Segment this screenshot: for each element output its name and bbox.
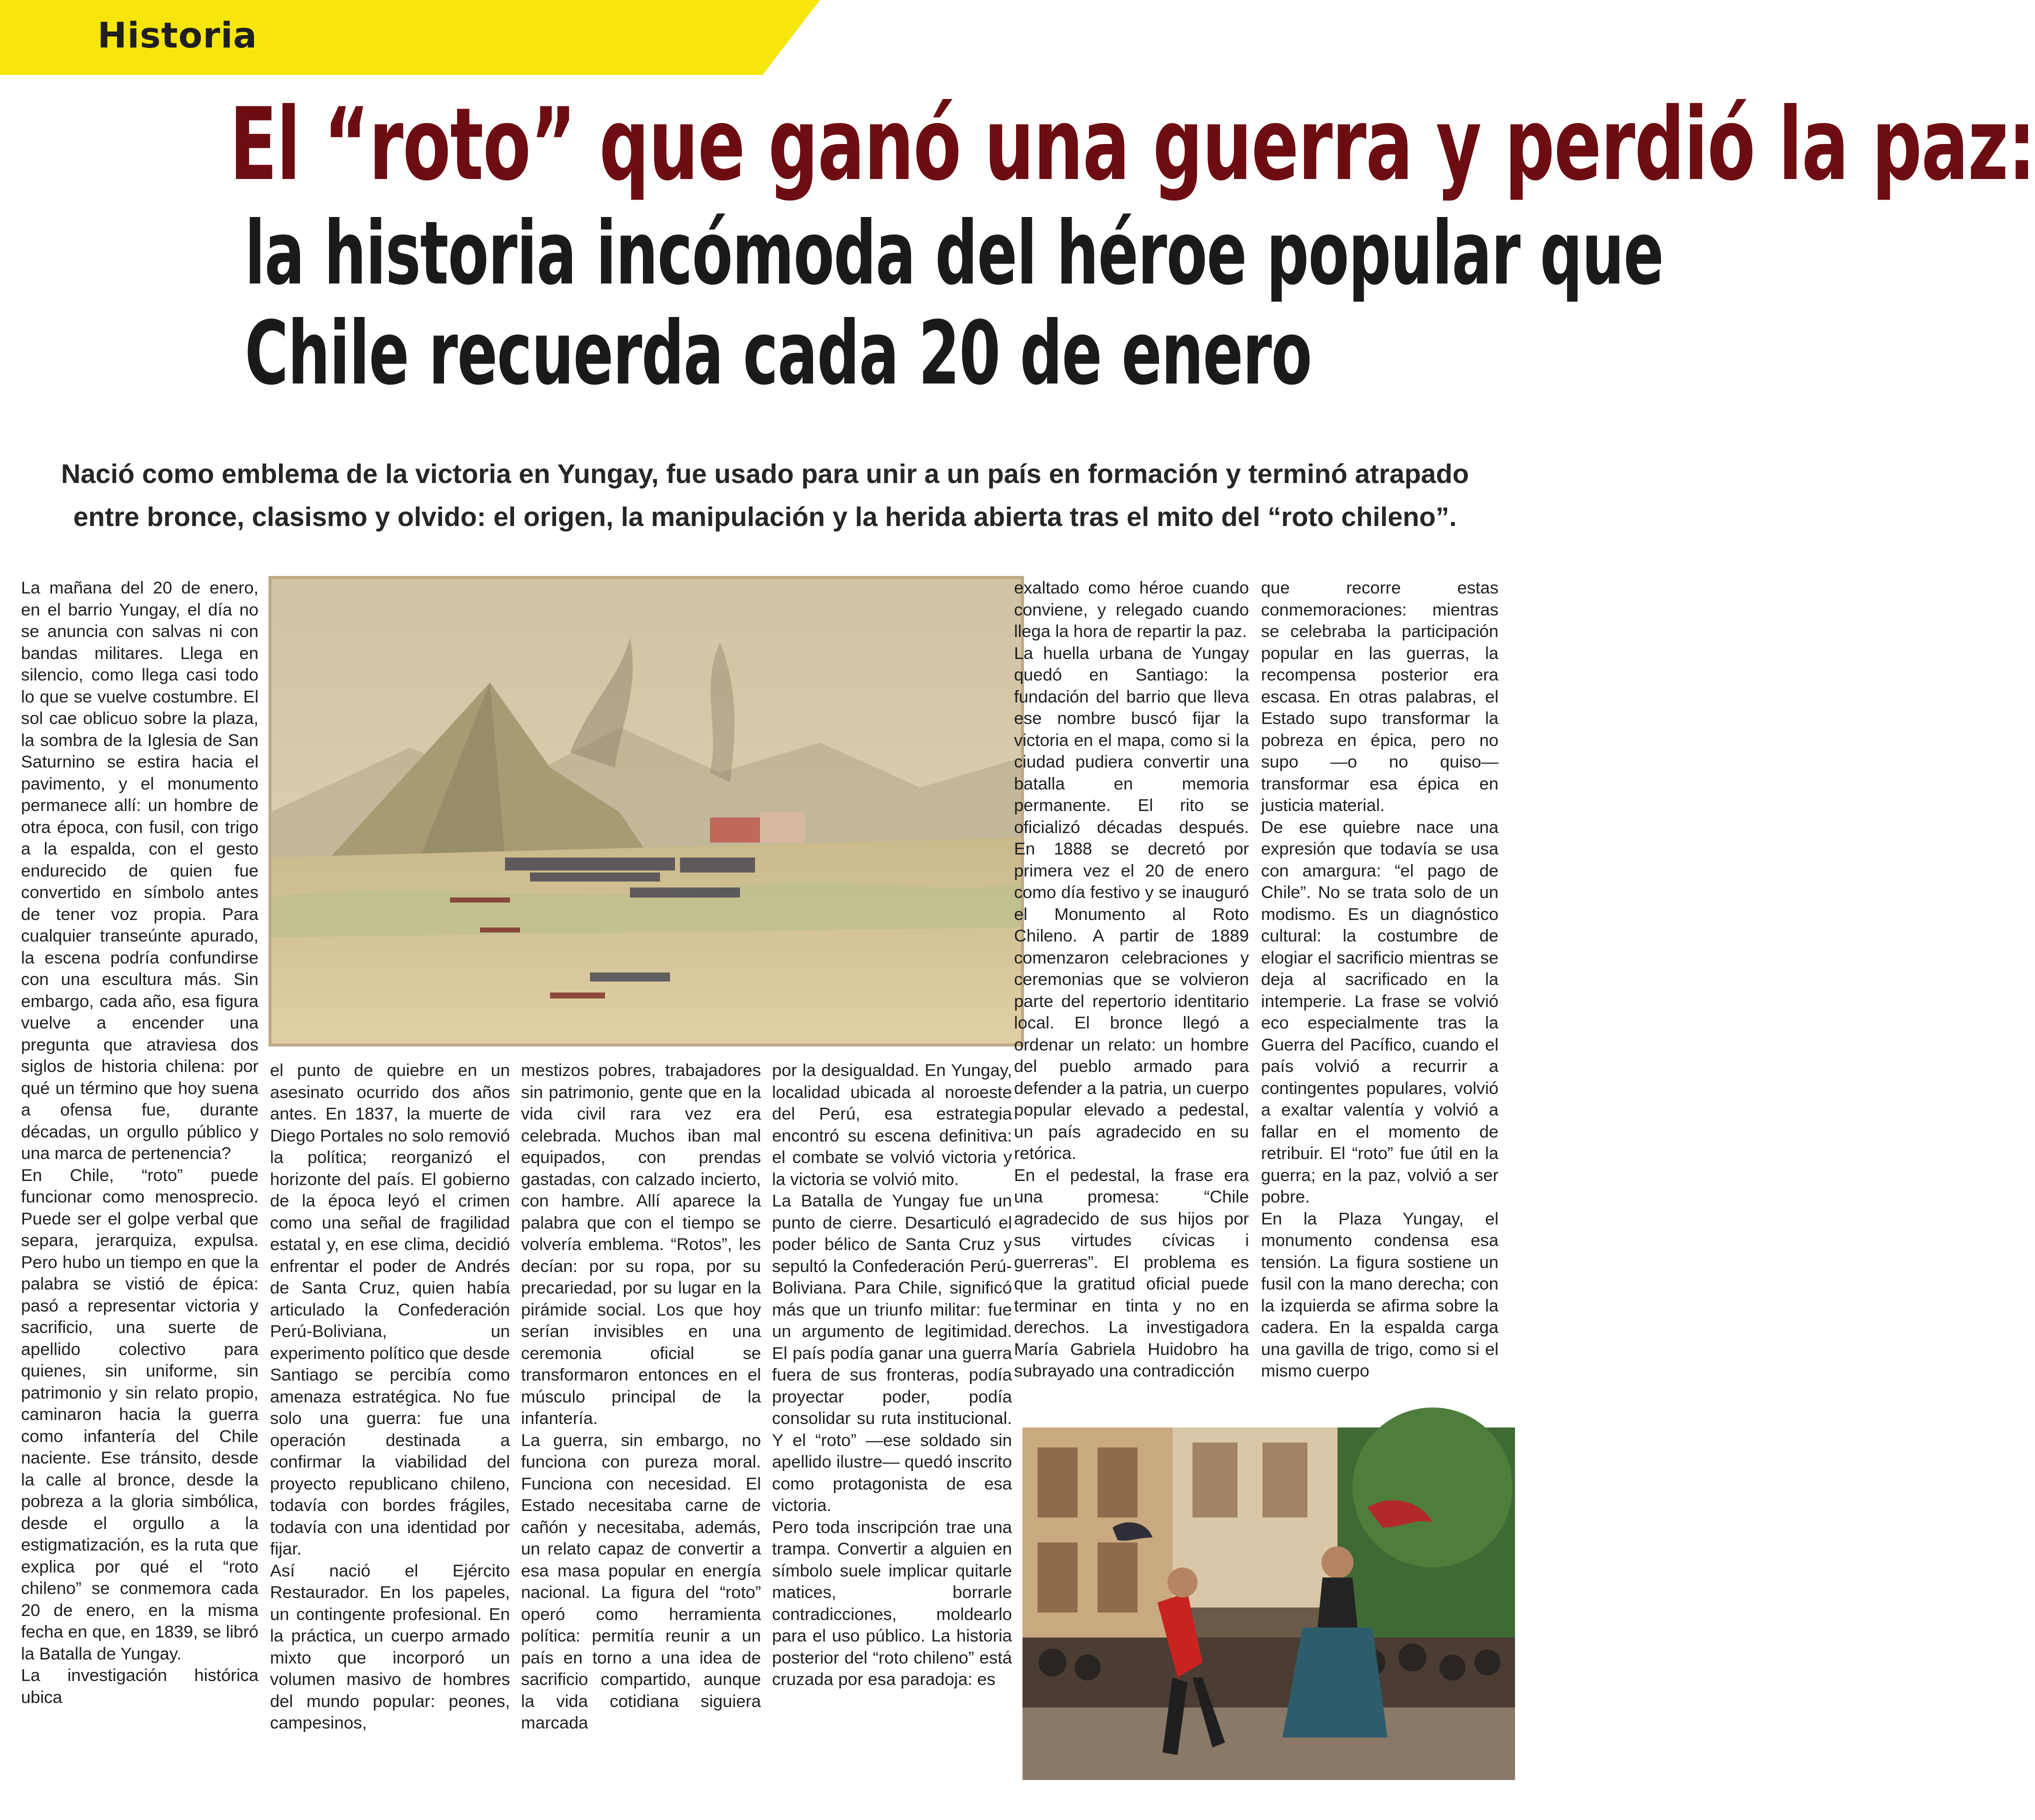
paragraph: mestizos pobres, trabajadores sin patrimonio, gente que en la vida civil rara vez era celebrada. Muchos iban mal equipados, con prendas gastadas, con calzado incierto, con hambre. Allí aparece la palabra que con el tiempo se volvería emblema. “Rotos”, les decían: por su ropa, por su precariedad, por su lugar en la pirámide social. Los que hoy serían invisibles en una ceremonia oficial se transformaron entonces en el músculo principal de la infantería. xyxy=(521,1061,761,1428)
paragraph: La guerra, sin embargo, no funciona con pureza moral. Funciona con necesidad. El Estado necesitaba carne de cañón y necesitaba, además, un relato capaz de convertir a esa masa popular en energía nacional. La figura del “roto” operó como herramienta política: permitía reunir a un país en torno a una idea de sacrificio compartido, aunque la vida cotidiana siguiera marcada xyxy=(521,1430,761,1732)
paragraph: exaltado como héroe cuando conviene, y relegado cuando llega la hora de repartir la paz. xyxy=(1014,578,1249,641)
paragraph: En la Plaza Yungay, el monumento condensa esa tensión. La figura sostiene un fusil con la mano derecha; con la izquierda se afirma sobre la cadera. En la espalda carga una gavilla de trigo, como si el mismo cuerpo xyxy=(1261,1209,1498,1380)
subhead: Nació como emblema de la victoria en Yungay, fue usado para unir a un país en formación y terminó atrapado entre bronce, clasismo y olvido: el origen, la manipulación y la herida abierta tras el mito del “roto chileno”. xyxy=(61,459,1469,532)
paragraph: Pero toda inscripción trae una trampa. Convertir a alguien en símbolo suele implicar quitarle matices, borrarle contradicciones, moldearlo para el uso público. La historia posterior del “roto chileno” está cruzada por esa paradoja: es xyxy=(772,1518,1012,1689)
paragraph: La mañana del 20 de enero, en el barrio Yungay, el día no se anuncia con salvas ni con bandas militares. Llega en silencio, como llega casi todo lo que se vuelve costumbre. El sol cae oblicuo sobre la plaza, la sombra de la Iglesia de San Saturnino se estira hacia el pavimento, y el monumento permanece allí: un hombre de otra época, con fusil, con trigo a la espalda, con el gesto endurecido de quien fue convertido en símbolo antes de tener voz propia. Para cualquier transeúnte apurado, la escena podría confundirse con una escultura más. Sin embargo, cada año, esa figura vuelve a encender una pregunta que atraviesa dos siglos de historia chilena: por qué un término que hoy suena a ofensa fue, durante décadas, un orgullo público y una marca de pertenencia? xyxy=(21,578,258,1163)
paragraph: por la desigualdad. En Yungay, localidad ubicada al noroeste del Perú, esa estrategia encontró su escena definitiva: el combate se volvió victoria y la victoria se volvió mito. xyxy=(772,1061,1012,1189)
cueca-dance-photo xyxy=(1022,1428,1515,1780)
headline-line-3: Chile recuerda cada 20 de enero xyxy=(244,303,1312,404)
paragraph: De ese quiebre nace una expresión que todavía se usa con amargura: “el pago de Chile”. No se trata solo de un modismo. Es un diagnóstico cultural: la costumbre de elogiar el sacrificio mientras se deja al sacrificado en la intemperie. La frase se volvió eco especialmente tras la Guerra del Pacífico, cuando el país volvió a recurrir a contingentes populares, volvió a exaltar valentía y volvió a fallar en el momento de retribuir. El “roto” fue útil en la guerra; en la paz, volvió a ser pobre. xyxy=(1261,818,1498,1206)
headline-line-2: la historia incómoda del héroe popular que xyxy=(244,203,1664,304)
paragraph: La huella urbana de Yungay quedó en Santiago: la fundación del barrio que lleva ese nombre buscó fijar la victoria en el mapa, como si la ciudad pudiera convertir una batalla en memoria permanente. El rito se oficializó décadas después. En 1888 se decretó por primera vez el 20 de enero como día festivo y se inauguró el Monumento al Roto Chileno. A partir de 1889 comenzaron celebraciones y ceremonias que se volvieron parte del repertorio identitario local. El bronce llegó a ordenar un relato: un hombre del pueblo armado para defender a la patria, un cuerpo popular elevado a pedestal, un país agradecido en su retórica. xyxy=(1014,644,1249,1163)
paragraph: La Batalla de Yungay fue un punto de cierre. Desarticuló el poder bélico de Santa Cruz y sepultó la Confederación Perú-Boliviana. Para Chile, significó más que un triunfo militar: fue un argumento de legitimidad. El país podía ganar una guerra fuera de sus fronteras, podía proyectar poder, podía consolidar su ruta institucional. Y el “roto” —ese soldado sin apellido ilustre— quedó inscrito como protagonista de esa victoria. xyxy=(772,1192,1012,1515)
paragraph: que recorre estas conmemoraciones: mientras se celebraba la participación popular en las guerras, la recompensa posterior era escasa. En otras palabras, el Estado supo transformar la pobreza en épica, pero no supo —o no quiso— transformar esa épica en justicia material. xyxy=(1261,578,1498,815)
article-column-1 xyxy=(21,578,258,1778)
section-label: Historia xyxy=(98,15,258,56)
battle-of-yungay-painting xyxy=(270,578,1022,1045)
paragraph: Así nació el Ejército Restaurador. En los papeles, un contingente profesional. En la práctica, un cuerpo armado mixto que incorporó un volumen masivo de hombres del mundo popular: peones, campesinos, xyxy=(270,1561,510,1732)
paragraph: En Chile, “roto” puede funcionar como menosprecio. Puede ser el golpe verbal que separa, jerarquiza, expulsa. Pero hubo un tiempo en que la palabra se vistió de épica: pasó a representar victoria y sacrificio, una suerte de apellido colectivo para quienes, sin uniforme, sin patrimonio y sin relato propio, caminaron hacia la guerra como infantería del Chile naciente. Ese tránsito, desde la calle al bronce, desde la pobreza a la gloria simbólica, desde el orgullo a la estigmatización, es la ruta que explica por qué el “roto chileno” se conmemora cada 20 de enero, en la misma fecha en que, en 1839, se libró la Batalla de Yungay. xyxy=(21,1166,258,1664)
article-column-5 xyxy=(1014,578,1249,1422)
article-column-4 xyxy=(772,1060,1012,1780)
paragraph: el punto de quiebre en un asesinato ocurrido dos años antes. En 1837, la muerte de Diego Portales no solo removió la política; reorganizó el horizonte del país. El gobierno de la época leyó el crimen como una señal de fragilidad estatal y, en ese clima, decidió enfrentar el poder de Andrés de Santa Cruz, quien había articulado la Confederación Perú-Boliviana, un experimento político que desde Santiago se percibía como amenaza estratégica. No fue solo una guerra: fue una operación destinada a confirmar la viabilidad del proyecto republicano chileno, todavía con bordes frágiles, todavía con una identidad por fijar. xyxy=(270,1061,510,1558)
article-column-6 xyxy=(1261,578,1498,1422)
paragraph: En el pedestal, la frase era una promesa: “Chile agradecido de sus hijos por sus virtudes cívicas i guerreras”. El problema es que la gratitud oficial puede terminar en tinta y no en derechos. La investigadora María Gabriela Huidobro ha subrayado una contradicción xyxy=(1014,1166,1249,1380)
headline-line-1: El “roto” que ganó una guerra y perdió la paz: xyxy=(230,86,2035,203)
article-column-3 xyxy=(521,1060,761,1780)
article-column-2 xyxy=(270,1060,510,1780)
paragraph: La investigación histórica ubica xyxy=(21,1666,258,1707)
